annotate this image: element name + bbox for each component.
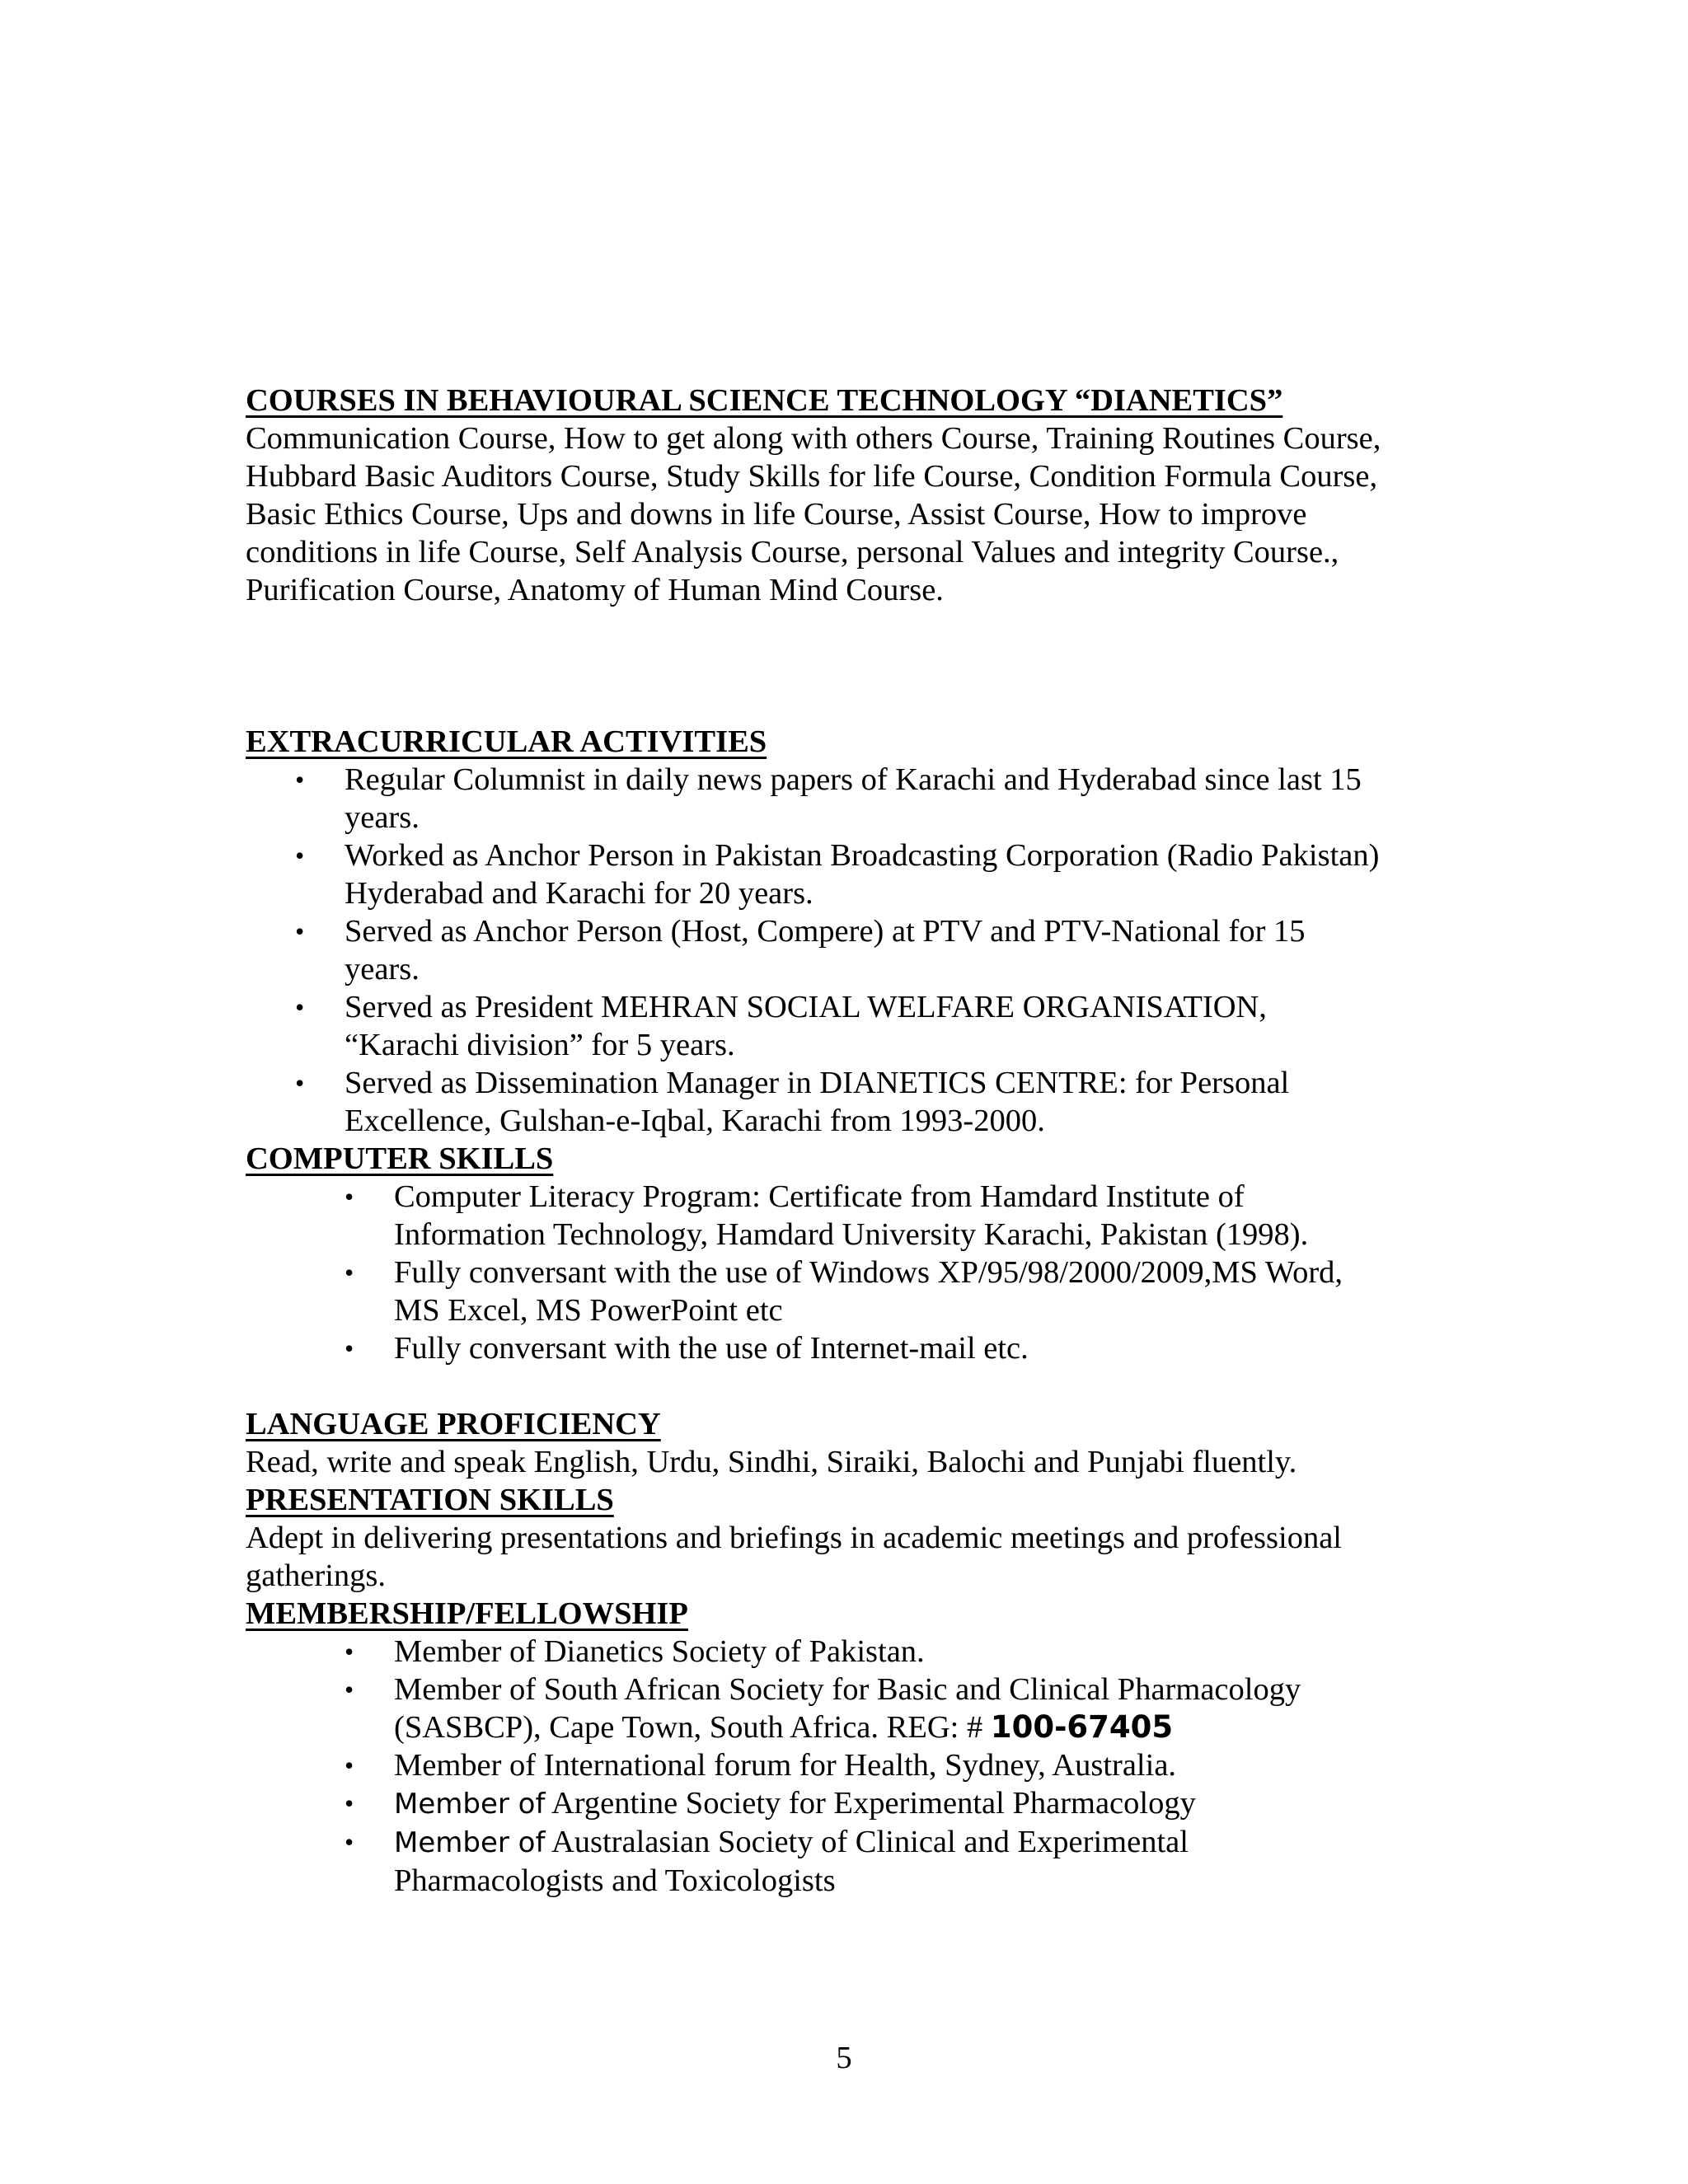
list-item <box>246 837 1465 912</box>
list-item-text: “Karachi division” for 5 years. <box>345 1028 735 1062</box>
extracurricular-heading: EXTRACURRICULAR ACTIVITIES <box>246 724 767 759</box>
list-item-text: Fully conversant with the use of Windows XP/95/98/2000/2009,MS Word, <box>394 1255 1343 1290</box>
document-page <box>246 382 1465 1900</box>
bullet-icon: • <box>295 841 305 870</box>
list-item-text: MS Excel, MS PowerPoint etc <box>394 1293 783 1328</box>
reg-label: (SASBCP), Cape Town, South Africa. REG: # <box>394 1710 991 1745</box>
list-item-text: Worked as Anchor Person in Pakistan Broadcasting Corporation (Radio Pakistan) <box>345 838 1380 873</box>
courses-section <box>246 382 1465 609</box>
bullet-icon: • <box>345 1675 354 1704</box>
computer-skills-list <box>246 1178 1465 1367</box>
courses-heading: COURSES IN BEHAVIOURAL SCIENCE TECHNOLOGY “DIANETICS” <box>246 383 1283 418</box>
list-item <box>246 1254 1465 1329</box>
language-section <box>246 1405 1465 1481</box>
list-item-text: Hyderabad and Karachi for 20 years. <box>345 876 814 911</box>
presentation-line: Adept in delivering presentations and briefings in academic meetings and professional <box>246 1521 1342 1555</box>
bullet-icon: • <box>345 1258 354 1287</box>
list-item-text: Information Technology, Hamdard University Karachi, Pakistan (1998). <box>394 1217 1309 1252</box>
list-item-text: Served as Dissemination Manager in DIANETICS CENTRE: for Personal <box>345 1066 1290 1100</box>
list-item-text <box>394 1708 1465 1746</box>
membership-section <box>246 1595 1465 1900</box>
courses-line: Basic Ethics Course, Ups and downs in life Course, Assist Course, How to improve <box>246 497 1307 532</box>
list-item <box>246 1671 1465 1746</box>
list-item <box>246 1329 1465 1367</box>
bullet-icon: • <box>345 1637 354 1666</box>
courses-line: Purification Course, Anatomy of Human Mind Course. <box>246 573 944 607</box>
list-item-text: Member of South African Society for Basic and Clinical Pharmacology <box>394 1672 1301 1707</box>
list-item <box>246 1633 1465 1671</box>
list-item-text <box>394 1823 1465 1862</box>
courses-line: Communication Course, How to get along with others Course, Training Routines Course, <box>246 421 1381 456</box>
bullet-icon: • <box>295 916 305 946</box>
member-organization: Australasian Society of Clinical and Experimental <box>545 1825 1189 1859</box>
computer-skills-section <box>246 1140 1465 1367</box>
membership-heading: MEMBERSHIP/FELLOWSHIP <box>246 1596 688 1631</box>
extracurricular-list <box>246 761 1465 1140</box>
presentation-heading: PRESENTATION SKILLS <box>246 1483 614 1517</box>
list-item-text: Served as Anchor Person (Host, Compere) at PTV and PTV-National for 15 <box>345 914 1306 949</box>
page-number: 5 <box>836 2041 852 2075</box>
courses-paragraph <box>246 419 1465 609</box>
spacer <box>246 609 1465 723</box>
list-item <box>246 912 1465 988</box>
list-item-text: Member of International forum for Health, Sydney, Australia. <box>394 1748 1177 1783</box>
list-item <box>246 1823 1465 1900</box>
extracurricular-section <box>246 723 1465 1140</box>
bullet-icon: • <box>295 992 305 1022</box>
registration-number: 100-67405 <box>990 1709 1174 1745</box>
member-prefix: Member of <box>394 1826 546 1859</box>
list-item-text: years. <box>345 800 420 835</box>
bullet-icon: • <box>345 1827 354 1857</box>
list-item <box>246 988 1465 1064</box>
courses-line: Hubbard Basic Auditors Course, Study Skills for life Course, Condition Formula Course, <box>246 459 1378 494</box>
bullet-icon: • <box>345 1750 354 1780</box>
list-item-text: years. <box>345 952 420 987</box>
presentation-section <box>246 1481 1465 1595</box>
list-item <box>246 1178 1465 1254</box>
list-item <box>246 1064 1465 1140</box>
bullet-icon: • <box>295 1068 305 1098</box>
list-item-text: Fully conversant with the use of Internet-mail etc. <box>394 1331 1029 1366</box>
member-organization: Argentine Society for Experimental Pharmacology <box>545 1786 1196 1821</box>
spacer <box>246 1367 1465 1405</box>
bullet-icon: • <box>295 765 305 794</box>
bullet-icon: • <box>345 1333 354 1363</box>
member-prefix: Member of <box>394 1788 546 1821</box>
bullet-icon: • <box>345 1788 354 1818</box>
list-item-text: Computer Literacy Program: Certificate from Hamdard Institute of <box>394 1179 1245 1214</box>
computer-skills-heading: COMPUTER SKILLS <box>246 1141 554 1176</box>
list-item-text: Served as President MEHRAN SOCIAL WELFARE ORGANISATION, <box>345 990 1267 1024</box>
language-heading: LANGUAGE PROFICIENCY <box>246 1407 661 1441</box>
list-item-text: Regular Columnist in daily news papers of Karachi and Hyderabad since last 15 <box>345 762 1362 797</box>
list-item <box>246 1746 1465 1784</box>
list-item <box>246 761 1465 837</box>
bullet-icon: • <box>345 1182 354 1212</box>
membership-list <box>246 1633 1465 1900</box>
presentation-paragraph <box>246 1519 1465 1595</box>
list-item-text: Pharmacologists and Toxicologists <box>394 1863 836 1898</box>
list-item-text: Member of Dianetics Society of Pakistan. <box>394 1634 925 1669</box>
presentation-line: gatherings. <box>246 1558 386 1593</box>
list-item <box>246 1784 1465 1823</box>
list-item-text <box>394 1784 1465 1823</box>
list-item-text: Excellence, Gulshan-e-Iqbal, Karachi from 1993-2000. <box>345 1104 1045 1138</box>
courses-line: conditions in life Course, Self Analysis Course, personal Values and integrity Course., <box>246 535 1339 569</box>
language-text: Read, write and speak English, Urdu, Sindhi, Siraiki, Balochi and Punjabi fluently. <box>246 1445 1297 1479</box>
